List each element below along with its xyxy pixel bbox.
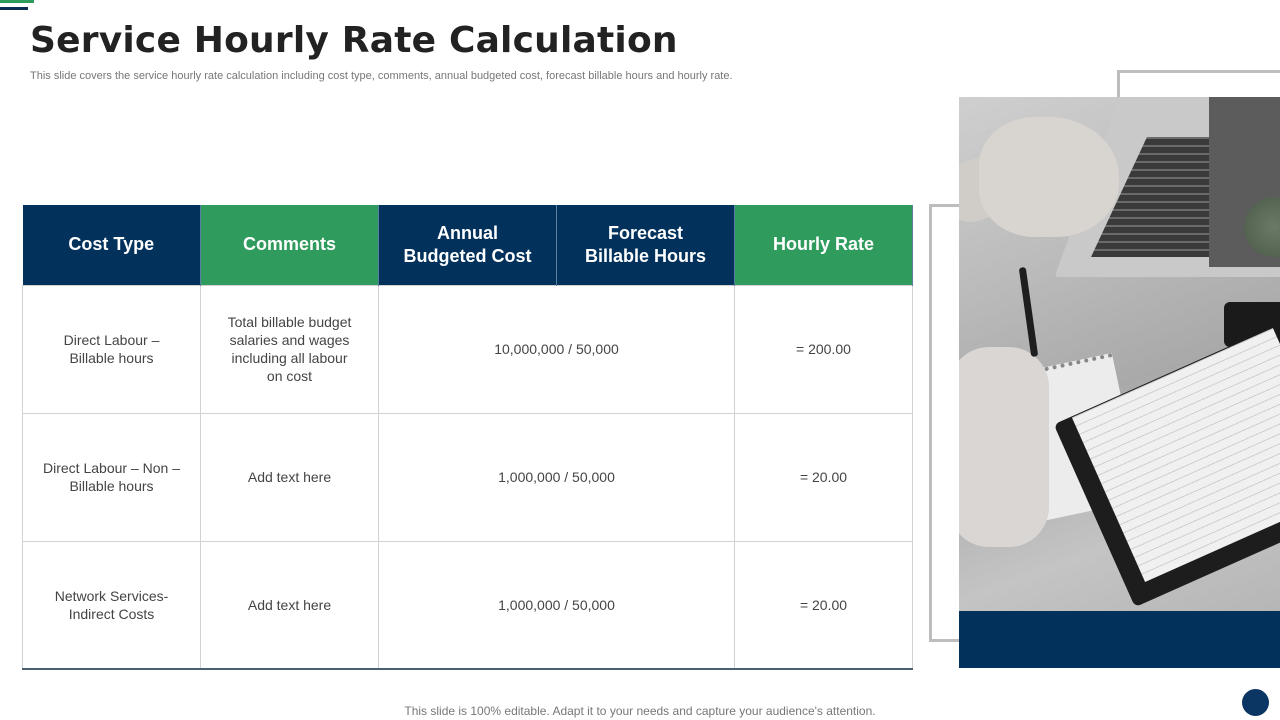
decorative-navy-block xyxy=(959,611,1280,668)
writing-hand-shape xyxy=(959,347,1049,547)
hourly-rate-table xyxy=(22,205,913,670)
table-row xyxy=(23,285,913,413)
cell-comments: Add text here xyxy=(201,541,379,669)
cell-calculation: 1,000,000 / 50,000 xyxy=(379,541,735,669)
cell-cost-type: Direct Labour – Billable hours xyxy=(23,285,201,413)
pen-shape xyxy=(1019,267,1038,357)
column-header-comments: Comments xyxy=(201,205,379,285)
footer-note: This slide is 100% editable. Adapt it to your needs and capture your audience's attention. xyxy=(404,704,876,718)
clasped-hands-shape xyxy=(979,117,1119,237)
cell-hourly-rate: = 20.00 xyxy=(735,413,913,541)
table-header-row xyxy=(23,205,913,285)
column-header-annual-budgeted-cost xyxy=(379,205,557,285)
cell-cost-type: Direct Labour – Non – Billable hours xyxy=(23,413,201,541)
cell-hourly-rate: = 20.00 xyxy=(735,541,913,669)
table-row xyxy=(23,541,913,669)
cell-comments: Add text here xyxy=(201,413,379,541)
column-header-hourly-rate: Hourly Rate xyxy=(735,205,913,285)
column-header-label: Forecast Billable Hours xyxy=(584,222,707,266)
accent-bar-navy xyxy=(0,7,28,10)
column-header-forecast-billable-hours xyxy=(557,205,735,285)
cell-calculation: 10,000,000 / 50,000 xyxy=(379,285,735,413)
accent-bar-green xyxy=(0,0,34,3)
cell-comments: Total billable budget salaries and wages including all labour on cost xyxy=(201,285,379,413)
column-header-cost-type: Cost Type xyxy=(23,205,201,285)
slide-subtitle: This slide covers the service hourly rate calculation including cost type, comments, annual budgeted cost, forecast billable hours and hourly rate. xyxy=(30,70,733,82)
page-indicator-dot xyxy=(1242,689,1269,716)
cell-calculation: 1,000,000 / 50,000 xyxy=(379,413,735,541)
cell-cost-type: Network Services- Indirect Costs xyxy=(23,541,201,669)
slide-title: Service Hourly Rate Calculation xyxy=(30,20,678,61)
office-desk-photo xyxy=(959,97,1280,611)
column-header-label: Annual Budgeted Cost xyxy=(403,222,532,266)
cell-hourly-rate: = 200.00 xyxy=(735,285,913,413)
table-row xyxy=(23,413,913,541)
